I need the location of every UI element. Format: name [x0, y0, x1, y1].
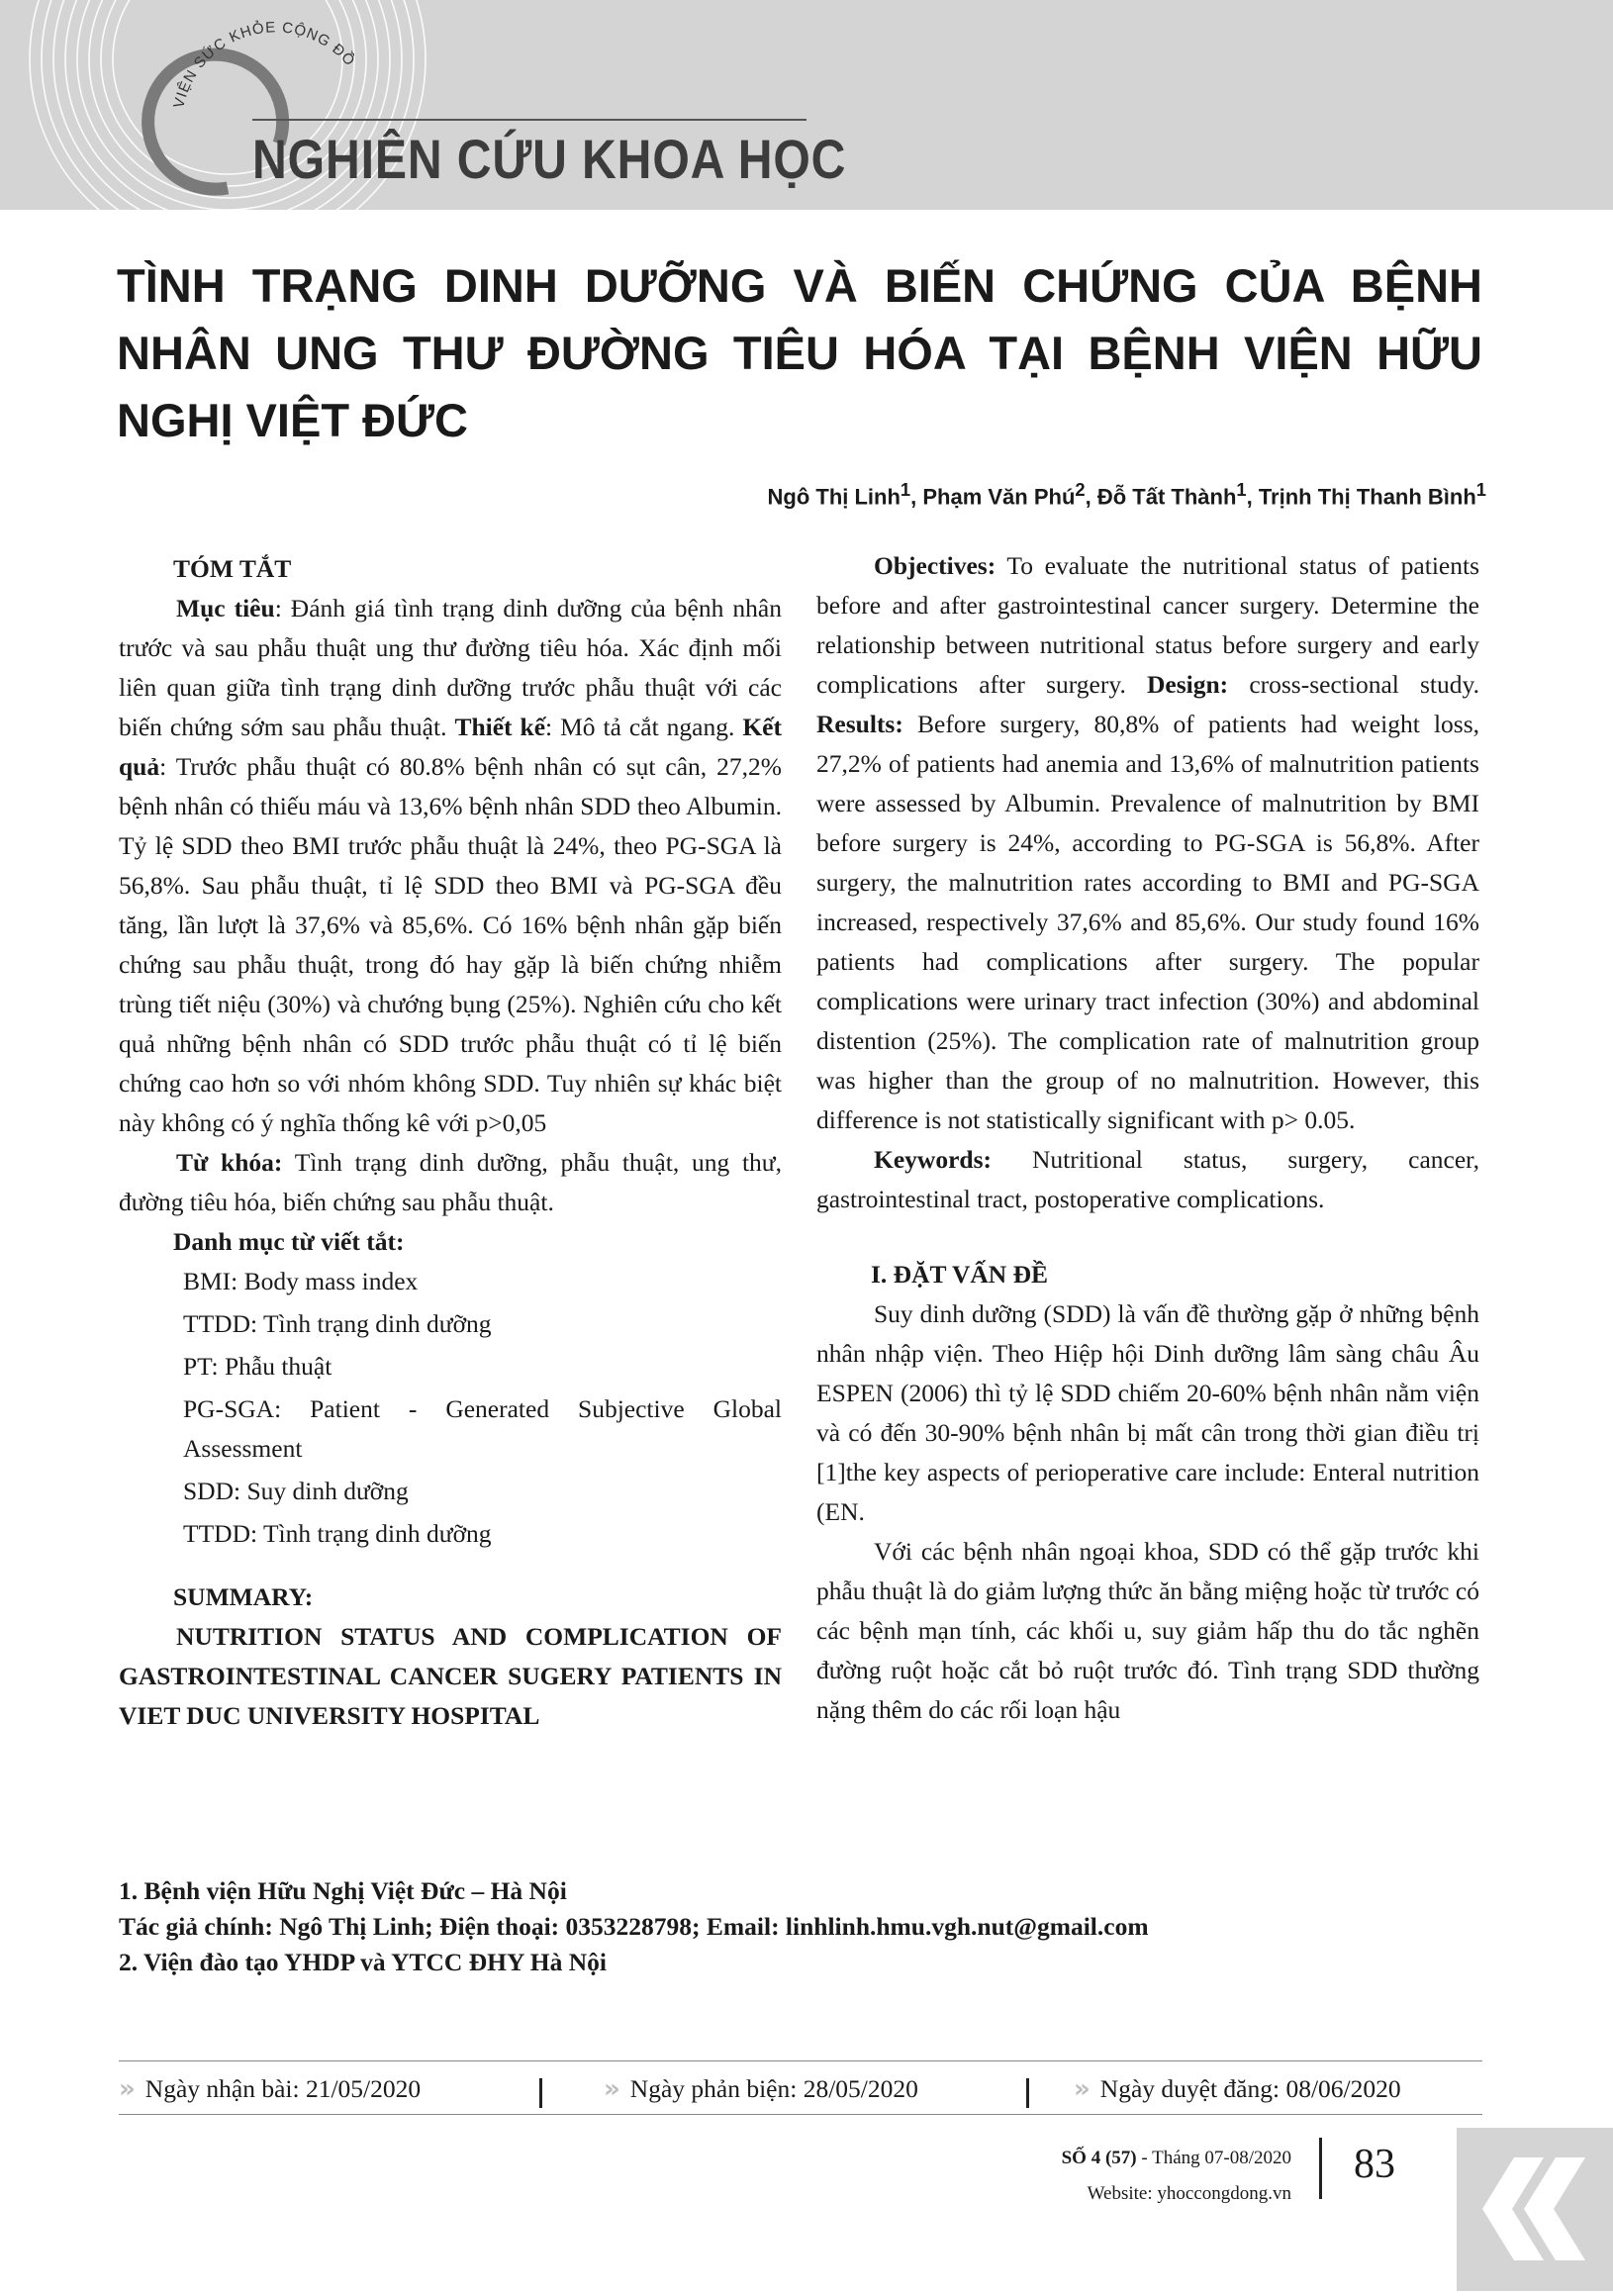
author-name: Phạm Văn Phú: [922, 484, 1076, 510]
issue-number: SỐ 4 (57): [1061, 2148, 1137, 2168]
header-band: [0, 0, 1613, 210]
date-received-text: Ngày nhận bài: 21/05/2020: [144, 2074, 422, 2103]
design-label: Thiết kế: [454, 713, 546, 741]
divider: [539, 2078, 542, 2108]
design-text: : Mô tả cắt ngang.: [545, 713, 743, 741]
results-text-en: Before surgery, 80,8% of patients had weight loss, 27,2% of patients had anemia and 13,6% of malnutrition patients were assessed by Albumin. Prevalence of malnutrition by BMI before surgery is 24%, according to PG-SGA is 56,8%. After surgery, the malnutrition rates according to BMI and PG-SGA increased, respectively 37,6% and 85,6%. Our study found 16% patients had complications after surgery. The popular complications were urinary tract infection (30%) and abdominal distention (25%). The complication rate of malnutrition group was higher than the group of no malnutrition. However, this difference is not statistically significant with p> 0.05.: [816, 710, 1479, 1134]
date-reviewed: [604, 2074, 918, 2104]
issue-info: [1062, 2141, 1291, 2212]
abbreviation-item: TTDD: Tình trạng dinh dưỡng: [183, 1309, 492, 1338]
logo-text: VIỆN SỨC KHỎE CỘNG ĐỒ: [170, 19, 359, 110]
abbreviations-heading: Danh mục từ viết tắt:: [173, 1227, 405, 1256]
results-label-en: Results:: [816, 710, 903, 738]
right-column: [816, 546, 1479, 1730]
dates-bar: [119, 2068, 1484, 2114]
results-text: : Trước phẫu thuật có 80.8% bệnh nhân có sụt cân, 27,2% bệnh nhân có thiếu máu và 13,6% bệnh nhân SDD theo Albumin. Tỷ lệ SDD theo BMI trước phẫu thuật là 24%, theo PG-SGA là 56,8%. Sau phẫu thuật, tỉ lệ SDD theo BMI và PG-SGA đều tăng, lần lượt là 37,6% và 85,6%. Có 16% bệnh nhân gặp biến chứng sau phẫu thuật, trong đó hay gặp là biến chứng nhiễm trùng tiết niệu (30%) và chướng bụng (25%). Nghiên cứu cho kết quả những bệnh nhân có SDD trước phẫu thuật có tỉ lệ biến chứng cao hơn so với nhóm không SDD. Tuy nhiên sự khác biệt này không có ý nghĩa thống kê với p>0,05: [119, 752, 782, 1137]
abbreviation-item: PG-SGA: Patient - Generated Subjective Global Assessment: [183, 1394, 782, 1463]
footnote-affiliation-1: 1. Bệnh viện Hữu Nghị Việt Đức – Hà Nội: [119, 1876, 567, 1905]
author-affiliation: 1: [1475, 479, 1486, 500]
double-chevron-left-icon: [1457, 2128, 1613, 2291]
corner-block: [1457, 2128, 1613, 2291]
keywords-en: [816, 1140, 1479, 1219]
divider: [119, 2114, 1482, 2115]
objectives-text: To evaluate the nutritional status of patients before and after gastrointestinal cancer surgery. Determine the relationship between nutritional status before surgery and early complications after surgery.: [816, 551, 1479, 699]
chevron-right-icon: »: [1074, 2074, 1087, 2104]
website: Website: yhoccongdong.vn: [1087, 2183, 1291, 2204]
keywords-text-en: Nutritional status, surgery, cancer, gastrointestinal tract, postoperative complications.: [816, 1145, 1479, 1213]
keywords-text: Tình trạng dinh dưỡng, phẫu thuật, ung thư, đường tiêu hóa, biến chứng sau phẫu thuật.: [119, 1148, 782, 1216]
abbreviation-item: PT: Phẫu thuật: [183, 1352, 332, 1381]
section-title: NGHIÊN CỨU KHOA HỌC: [252, 128, 847, 190]
design-label-en: Design:: [1146, 670, 1229, 699]
author-affiliation: 2: [1075, 479, 1086, 500]
abbreviations-list: [119, 1262, 782, 1554]
divider: [1319, 2138, 1322, 2199]
objective-label: Mục tiêu: [176, 594, 275, 622]
left-column: [119, 549, 782, 1736]
abbreviation-item: BMI: Body mass index: [183, 1267, 419, 1295]
author-name: Ngô Thị Linh: [767, 484, 901, 510]
chevron-right-icon: »: [604, 2074, 617, 2104]
summary-heading: SUMMARY:: [173, 1582, 314, 1611]
divider: [119, 2060, 1482, 2061]
abbreviation-item: SDD: Suy dinh dưỡng: [183, 1477, 409, 1505]
keywords-label-en: Keywords:: [874, 1145, 992, 1174]
page-number: 83: [1354, 2142, 1395, 2187]
abstract-heading: TÓM TẮT: [173, 554, 292, 583]
intro-paragraph: Với các bệnh nhân ngoại khoa, SDD có thể gặp trước khi phẫu thuật là do giảm lượng thức ăn bằng miệng hoặc từ trước có các bệnh mạn tính, các khối u, suy giảm hấp thu do tắc nghẽn đường ruột hoặc cắt bỏ ruột trước đó. Tình trạng SDD thường nặng thêm do các rối loạn hậu: [816, 1537, 1479, 1724]
footnote-affiliation-2: 2. Viện đào tạo YHDP và YTCC ĐHY Hà Nội: [119, 1948, 608, 1976]
date-reviewed-text: Ngày phản biện: 28/05/2020: [629, 2074, 918, 2103]
summary-title: NUTRITION STATUS AND COMPLICATION OF GASTROINTESTINAL CANCER SUGERY PATIENTS IN VIET DUC UNIVERSITY HOSPITAL: [119, 1622, 782, 1730]
abstract-en-paragraph: [816, 546, 1479, 1140]
footnotes: [119, 1873, 1484, 1980]
intro-heading: I. ĐẶT VẤN ĐỀ: [871, 1260, 1049, 1289]
date-accepted-text: Ngày duyệt đăng: 08/06/2020: [1099, 2074, 1401, 2103]
issue-period: - Tháng 07-08/2020: [1136, 2148, 1291, 2168]
chevron-right-icon: »: [119, 2074, 132, 2104]
keywords-vi: [119, 1143, 782, 1222]
article-title: TÌNH TRẠNG DINH DƯỠNG VÀ BIẾN CHỨNG CỦA BỆNH NHÂN UNG THƯ ĐƯỜNG TIÊU HÓA TẠI BỆNH VIỆN HỮU NGHỊ VIỆT ĐỨC: [117, 259, 1482, 446]
intro-paragraph: Suy dinh dưỡng (SDD) là vấn đề thường gặp ở những bệnh nhân nhập viện. Theo Hiệp hội Dinh dưỡng lâm sàng châu Âu ESPEN (2006) thì tỷ lệ SDD chiếm 20-60% bệnh nhân nằm viện và có đến 30-90% bệnh nhân bị mất cân trong thời gian điều trị [1]the key aspects of perioperative care include: Enteral nutrition (EN.: [816, 1299, 1479, 1526]
author-affiliation: 1: [900, 479, 911, 500]
design-text-en: cross-sectional study.: [1228, 670, 1479, 699]
divider: [1026, 2078, 1029, 2108]
keywords-label: Từ khóa:: [176, 1148, 283, 1177]
author-name: Trịnh Thị Thanh Bình: [1258, 484, 1476, 510]
header-rule: [252, 119, 806, 121]
date-received: [119, 2074, 421, 2104]
author-list: Ngô Thị Linh$^1$, Phạm Văn Phú$^2$, Đỗ Tất Thành$^1$, Trịnh Thị Thanh Bình$^1$: [767, 479, 1486, 510]
abbreviation-item: TTDD: Tình trạng dinh dưỡng: [183, 1519, 492, 1548]
objectives-label: Objectives:: [874, 551, 996, 580]
abstract-vi-paragraph: [119, 589, 782, 1143]
results-label: Kết quả: [119, 713, 782, 781]
objective-text: : Đánh giá tình trạng dinh dưỡng của bệnh nhân trước và sau phẫu thuật ung thư đường tiêu hóa. Xác định mối liên quan giữa tình trạng dinh dưỡng trước phẫu thuật với các biến chứng sớm sau phẫu thuật.: [119, 594, 782, 741]
date-accepted: [1074, 2074, 1401, 2104]
author-affiliation: 1: [1236, 479, 1247, 500]
footnote-corresponding-author: Tác giả chính: Ngô Thị Linh; Điện thoại: 0353228798; Email: linhlinh.hmu.vgh.nut@gmail.com: [119, 1912, 1149, 1941]
author-name: Đỗ Tất Thành: [1096, 484, 1237, 510]
